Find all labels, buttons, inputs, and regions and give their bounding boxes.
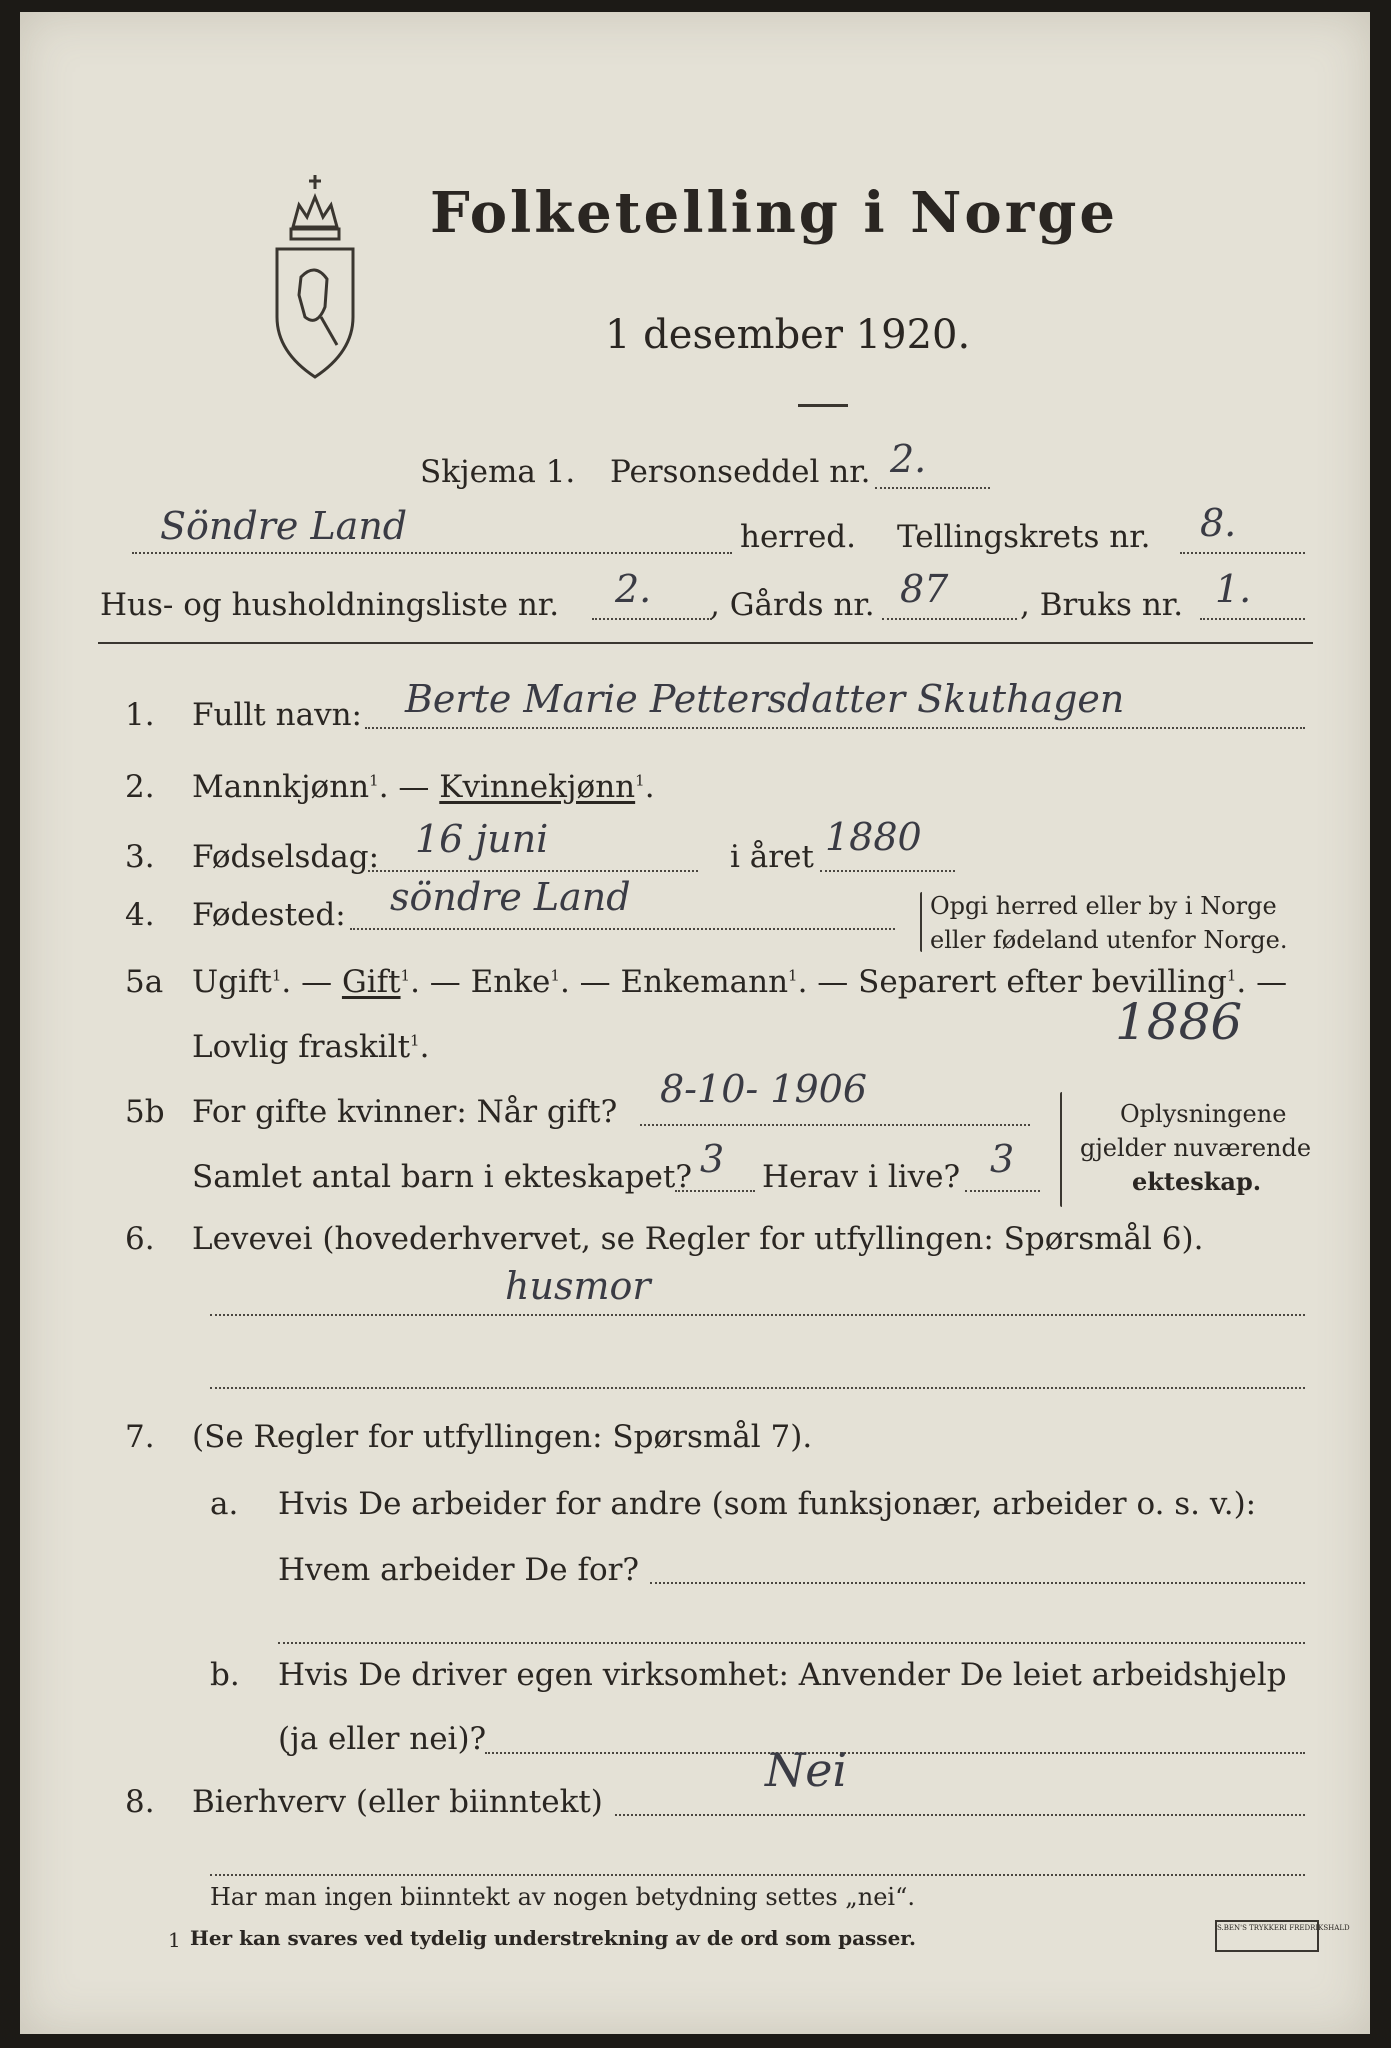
q8-number: 8. (125, 1784, 155, 1820)
q6-number: 6. (125, 1221, 155, 1257)
q7-label: (Se Regler for utfyllingen: Spørsmål 7). (192, 1419, 813, 1455)
q7b-question: (ja eller nei)? (278, 1721, 487, 1757)
household-label: Hus- og husholdningsliste nr. (100, 587, 560, 623)
status-gift[interactable]: Gift (341, 964, 401, 1000)
status-enke[interactable]: Enke (470, 964, 551, 1000)
q5b-note-3: ekteskap. (1132, 1167, 1262, 1196)
q2-number: 2. (125, 769, 155, 805)
form-title: Folketelling i Norge (430, 180, 1119, 246)
birthplace-value[interactable]: söndre Land (390, 875, 631, 919)
footnote: Her kan svares ved tydelig understrekning av de ord som passer. (190, 1926, 916, 1950)
holding-number[interactable]: 1. (1215, 567, 1252, 611)
marriage-year-annotation: 1886 (1115, 993, 1243, 1051)
status-separert[interactable]: Separert efter bevilling (858, 964, 1227, 1000)
footnote-mark: 1 (168, 1928, 181, 1952)
q5b-note-1: Oplysningene (1120, 1100, 1287, 1128)
farm-number[interactable]: 87 (900, 567, 949, 611)
birthday-value[interactable]: 16 juni (415, 817, 549, 861)
q5b-note-2: gjelder nuværende (1080, 1134, 1312, 1162)
q4-label: Fødested: (192, 897, 346, 933)
q3-number: 3. (125, 839, 155, 875)
q1-label: Fullt navn: (192, 697, 362, 733)
employer-field[interactable] (650, 1582, 1305, 1584)
person-number[interactable]: 2. (890, 437, 927, 481)
title-divider (798, 404, 848, 407)
q7a-letter: a. (210, 1486, 239, 1522)
printer-stamp: S.BEN'S TRYKKERI FREDRIKSHALD (1215, 1920, 1319, 1952)
birth-year-value[interactable]: 1880 (825, 815, 922, 859)
status-fraskilt[interactable]: Lovlig fraskilt (192, 1029, 411, 1065)
q3-label: Fødselsdag: (192, 839, 380, 875)
full-name-value[interactable]: Berte Marie Pettersdatter Skuthagen (405, 677, 1125, 721)
holding-label: , Bruks nr. (1020, 587, 1184, 623)
hired-help-field[interactable] (485, 1752, 1305, 1754)
q3-year-label: i året (730, 839, 814, 875)
form-date: 1 desember 1920. (605, 312, 971, 358)
q5a-number: 5a (125, 964, 164, 1000)
header-rule (98, 642, 1313, 644)
herred-label: herred. (740, 519, 856, 555)
municipality-value[interactable]: Söndre Land (160, 504, 408, 548)
district-label: Tellingskrets nr. (897, 519, 1151, 555)
q5b-children-label: Samlet antal barn i ekteskapet? (192, 1159, 692, 1195)
q7a-label: Hvis De arbeider for andre (som funksjonær, arbeider o. s. v.): (278, 1486, 1257, 1522)
q4-note-2: eller fødeland utenfor Norge. (930, 926, 1288, 954)
norway-coat-of-arms-icon (265, 167, 365, 382)
status-enkemann[interactable]: Enkemann (620, 964, 789, 1000)
q5b-number: 5b (125, 1094, 165, 1130)
status-ugift[interactable]: Ugift (192, 964, 272, 1000)
q5b-label: For gifte kvinner: Når gift? (192, 1094, 618, 1130)
q7-number: 7. (125, 1419, 155, 1455)
children-alive-value[interactable]: 3 (990, 1137, 1015, 1181)
q4-number: 4. (125, 897, 155, 933)
status-fraskilt-line: Lovlig fraskilt$^1$. (192, 1029, 430, 1065)
sex-options: Mannkjønn$^1$. — Kvinnekjønn$^1$. (192, 769, 655, 805)
q8-label: Bierhverv (eller biinntekt) (192, 1784, 603, 1820)
side-income-value[interactable]: Nei (765, 1743, 848, 1797)
schema-label: Skjema 1. (420, 454, 576, 490)
sex-female[interactable]: Kvinnekjønn (439, 769, 636, 805)
sex-male[interactable]: Mannkjønn (192, 769, 370, 805)
q4-note-1: Opgi herred eller by i Norge (930, 892, 1277, 920)
q6-label: Levevei (hovederhvervet, se Regler for utfyllingen: Spørsmål 6). (192, 1221, 1204, 1257)
marital-status-options: Ugift$^1$. — Gift$^1$. — Enke$^1$. — Enkemann$^1$. — Separert efter bevilling$^1$. — (192, 964, 1288, 1000)
marriage-date-value[interactable]: 8-10- 1906 (660, 1067, 867, 1111)
household-number[interactable]: 2. (615, 567, 652, 611)
children-count-value[interactable]: 3 (700, 1137, 725, 1181)
q1-number: 1. (125, 697, 155, 733)
census-form-page (20, 12, 1370, 2034)
q7b-letter: b. (210, 1657, 240, 1693)
farm-label: , Gårds nr. (710, 587, 875, 623)
person-label: Personseddel nr. (610, 454, 871, 490)
occupation-value[interactable]: husmor (505, 1264, 651, 1308)
q7a-question: Hvem arbeider De for? (278, 1552, 640, 1588)
footer-note: Har man ingen biinntekt av nogen betydning settes „nei“. (210, 1883, 915, 1911)
q5b-alive-label: Herav i live? (762, 1159, 961, 1195)
district-number[interactable]: 8. (1200, 501, 1237, 545)
q7b-label: Hvis De driver egen virksomhet: Anvender De leiet arbeidshjelp (278, 1657, 1287, 1693)
